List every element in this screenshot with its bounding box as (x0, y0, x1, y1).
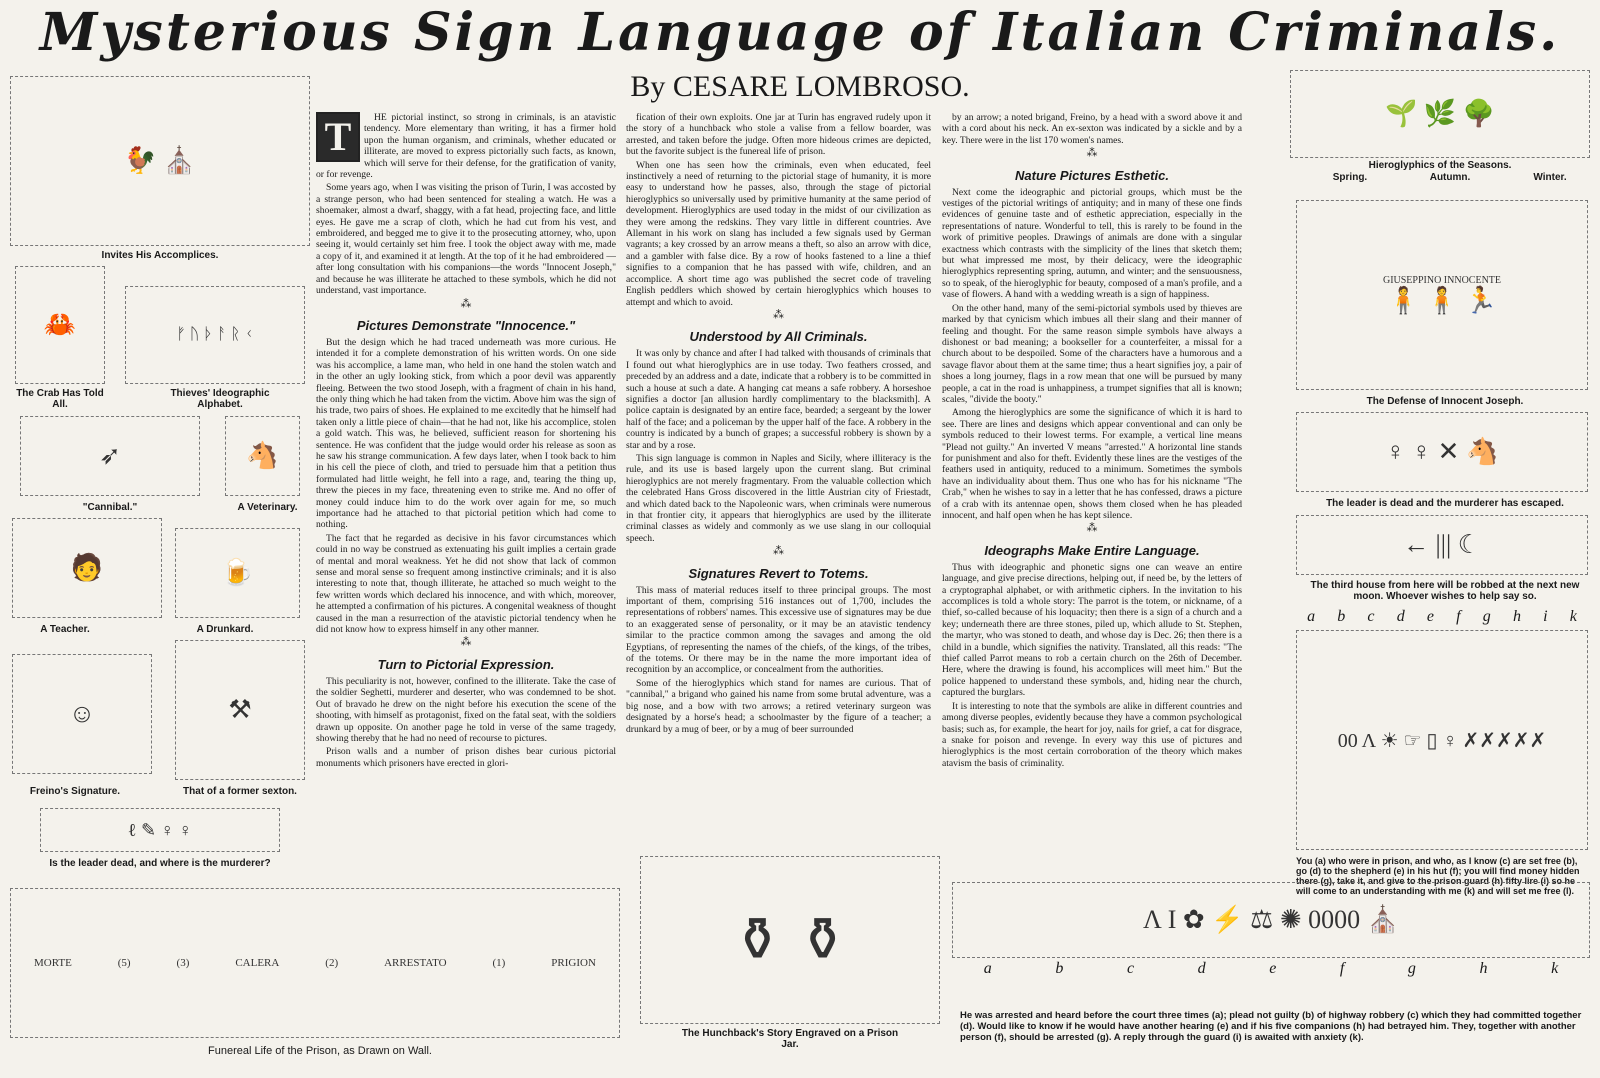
hunchback-jar-caption: The Hunchback's Story Engraved on a Prison Jar. (681, 1028, 899, 1050)
article-column-3 (942, 112, 1242, 882)
funereal-life-illustration (10, 888, 620, 1038)
alphabet-illustration: ᚠ ᚢ ᚦ ᚨ ᚱ ᚲ (125, 286, 305, 384)
prison-letter-illustration: 00 Λ ☀ ☞ ▯ ♀ ✗✗✗✗✗ (1296, 630, 1588, 850)
letter-label: c (1126, 960, 1135, 977)
paragraph: On the other hand, many of the semi-pictorial symbols used by thieves are marked by that cynicism which imbues all their slang and their manner of feeling and thought. For the same reason simple symbols have always a dishonest or bad meaning; a bookseller for a counterfeiter, a missal for a church about to be despoiled. Some of the characters have a humorous and a savage flavor about them at the same time; thus a heart signifies joy, a pair of shoes a long journey, flags in a row mean that one will be pursued by many people, a cat in the road is unhappiness, a trumpet signifies that all is known; scales, "divide the booty." (942, 302, 1242, 405)
page-title: Mysterious Sign Language of Italian Criminals. (39, 2, 1561, 63)
leader-question-caption: Is the leader dead, and where is the murderer? (49, 858, 271, 869)
paragraph: Next come the ideographic and pictorial groups, which must be the vestiges of the pictorial writings of antiquity; and in many of these one finds evidences of genuine taste and of esthetic appreciation, especially in the representations of nature. Wonderful to tell, this is rarely to be found in the work of primitive peoples. Drawings of animals are done with a singular exactness which contrasts with the simplicity of the lines that sketch them; but what impressed me most, by their delicacy, were the ideographic hieroglyphics representing spring, autumn, and winter; and the sensuousness, so to speak, of the hieroglyphic for beauty, composed of a man's profile, and a vase of flowers. A hand with a wedding wreath is a sign of happiness. (942, 186, 1242, 301)
funereal-caption: Funereal Life of the Prison, as Drawn on Wall. (208, 1045, 432, 1057)
cannibal-caption: "Cannibal." (82, 502, 138, 513)
ornament: ⁂ (773, 308, 784, 321)
letter-label: h (1479, 960, 1488, 977)
letter-label: a (983, 960, 992, 977)
drunkard-caption: A Drunkard. (196, 624, 254, 635)
letter-label: h (1512, 608, 1521, 625)
paragraph: by an arrow; a noted brigand, Freino, by a head with a sword above it and with a cord about his neck. An ex-sexton was indicated by a sickle and by a key. There were in the list 170 women's names. (942, 112, 1242, 146)
joseph-caption: The Defense of Innocent Joseph. (1366, 396, 1524, 407)
seasons-illustration: 🌱 🌿 🌳 (1290, 70, 1590, 158)
season-label-spring: Spring. (1332, 172, 1368, 183)
ornament: ⁂ (460, 297, 472, 310)
funereal-label: PRIGION (551, 957, 596, 969)
drunkard-illustration: 🍺 (175, 528, 300, 618)
letter-label: e (1269, 960, 1277, 977)
byline: By CESARE LOMBROSO. (630, 70, 970, 103)
letter-label: f (1339, 960, 1345, 977)
letter-label: f (1456, 608, 1461, 625)
paragraph: This sign language is common in Naples and Sicily, where illiteracy is the rule, and its use is based largely upon the current slang. But criminal hieroglyphics are not merely fragmentary. From the valuable collection which the celebrated Hans Gross discovered in the little Austrian city of Friestadt, and which dated back to the Napoleonic wars, when criminals were numerous in that frontier city, it appears that hieroglyphics are used by the illiterate criminal classes as widely and commonly as we use slang in our colloquial speech. (626, 452, 931, 544)
crab-illustration: 🦀 (15, 266, 105, 384)
crab-caption: The Crab Has Told All. (16, 388, 104, 410)
paragraph: This mass of material reduces itself to three principal groups. The most important of them, comprising 516 instances out of 1,700, includes the representations of robbers' names. This excessive use of signatures may be due to an exaggerated sense of personality, or it may be an atavistic tendency similar to the practice common among the savages and among the old Egyptians, of representing the names of the chiefs, of the kings, of the tribes, of the totems. Or there may be in the name the more important idea of recognition by an accomplice, or concealment from the authorities. (626, 584, 931, 676)
letter-label: b (1055, 960, 1064, 977)
letter-label: e (1426, 608, 1434, 625)
funereal-label: ARRESTATO (384, 957, 447, 969)
court-glyph-illustration: Λ I ✿ ⚡ ⚖ ✺ 0000 ⛪ (952, 882, 1590, 958)
funereal-label: (1) (492, 957, 506, 969)
paragraph: It is interesting to note that the symbols are alike in different countries and among diverse peoples, evidently because they have a common psychological basis; such as, for example, the heart for joy, nails for grief, a cat for disgrace, a snake for poison and revenge. In every way this use of pictures and hieroglyphics is the most certain corroboration of the theory which makes atavism the basis of criminality. (942, 700, 1242, 769)
paragraph: Thus with ideographic and phonetic signs one can weave an entire language, and give precise directions, helping out, if need be, by the letters of a cryptographal alphabet, or with arithmetic ciphers. In the invitation to his accomplices is told a whole story: The parrot is the totem, or nickname, of a thief, so-called because of his loquacity; then there is a sign of a church and a key; underneath there are three stones, piled up, which allude to St. Stephen, the martyr, who was stoned to death, and whose day is Dec. 26; then there is a child in a bundle, which signifies the nativity. Translated, all this reads: "The thief called Parrot means to rob a certain church on the 26th of December. Here, where the drawing is found, his accomplices will meet him." But the police happened to understand these symbols, and, hiding near the church, captured the burglars. (942, 561, 1242, 699)
leader-question-illustration: ℓ ✎ ♀ ♀ (40, 808, 280, 852)
paragraph: The fact that he regarded as decisive in his favor circumstances which could in no way be construed as extenuating his guilt implies a certain grade of mental and moral weakness. Yet he did not show that lack of common sense and moral sense so frequent among instinctive criminals; and it is also interesting to note that, though illiterate, he attached so much weight to the few written words which declared his innocence, and with which, moreover, he attempted a confirmation of his pictures. A congenital weakness of thought caused in the man a resurrection of the atavistic pictorial tendency when he did not know how to express himself in any other manner. (316, 532, 616, 636)
section-heading: Signatures Revert to Totems. (688, 565, 869, 581)
funereal-label: (2) (325, 957, 339, 969)
paragraph: fication of their own exploits. One jar at Turin has engraved rudely upon it the story of a hunchback who stole a valise from a fellow boarder, was arrested, and taken before the judge. Often more hideous crimes are depicted, but the favorite subject is the funereal life of prison. (626, 112, 931, 158)
ornament: ⁂ (773, 545, 784, 558)
letter-label: c (1367, 608, 1375, 625)
article-column-1 (316, 112, 616, 877)
house-robbed-illustration: ← ||| ☾ (1296, 515, 1588, 575)
season-label-autumn: Autumn. (1429, 172, 1471, 183)
letter-label: b (1337, 608, 1346, 625)
court-caption: He was arrested and heard before the court three times (a); plead not guilty (b) of highway robbery (c) which they had committed together (d). Would like to know if he would have another hearing (e) and if his five companions (h) had betrayed him. They, together with another person (f), should be arrested (g). A reply through the guard (i) is awaited with anxiety (k). (960, 1010, 1582, 1043)
prison-letter-labels (1296, 608, 1588, 626)
escaped-caption: The leader is dead and the murderer has escaped. (1326, 498, 1564, 509)
letter-label: a (1307, 608, 1316, 625)
paragraph: Prison walls and a number of prison dishes bear curious pictorial monuments which prisoners have erected in glori- (316, 746, 616, 769)
alphabet-caption: Thieves' Ideographic Alphabet. (170, 388, 270, 410)
sexton-illustration: ⚒ (175, 640, 305, 780)
section-heading: Pictures Demonstrate "Innocence." (356, 317, 576, 333)
paragraph: When one has seen how the criminals, even when educated, feel instinctively a need of returning to the pictorial stage of humanity, it is more easy to understand how he passes, also, through the stage of pictorial hieroglyphics so universally used by primitive humanity at the same period of development. Hieroglyphics are used today in the midst of our civilization as they were among the redskins. They vary little in different countries. Ave Allemant in his work on slang has included a few signals used by German vagrants; a key crossed by an arrow means a theft, so also an arrow with dice, and a gambler with false dice. By a row of hooks fastened to a line a thief signifies to a companion that he has passed with wife, children, and an accomplice. A short time ago was published the secret code of traveling English peddlers which showed by certain hieroglyphics which houses to attempt and which to avoid. (626, 159, 931, 308)
seasons-caption: Hieroglyphics of the Seasons. (1368, 160, 1512, 171)
paragraph: Some of the hieroglyphics which stand for names are curious. That of "cannibal," a brigand who gained his name from some brutal adventure, was a big nose, and a bow with two arrows; a retired veterinary surgeon was designated by a horse's head; a schoolmaster by the figure of a teacher; a drunkard by a mug of beer, or by a mug of beer surrounded (626, 677, 931, 735)
season-label-winter: Winter. (1533, 172, 1567, 183)
letter-label: k (1569, 608, 1577, 625)
section-heading: Ideographs Make Entire Language. (984, 542, 1200, 558)
funereal-label: (3) (176, 957, 190, 969)
teacher-caption: A Teacher. (40, 624, 90, 635)
joseph-defense-illustration (1296, 200, 1588, 390)
funereal-label: CALERA (235, 957, 280, 969)
letter-label: i (1543, 608, 1548, 625)
paragraph: Among the hieroglyphics are some the significance of which it is hard to see. There are lines and designs which appear conventional and can only be symbols reduced to their lowest terms. For example, a vertical line means "Plead not guilty." An inverted V means "arrested." A horizontal line stands for punishment and also for theft. Evidently these lines are the vestiges of the feathers used in antiquity, reduced to a minimum. Sometimes the symbols have an individuality about them. Thus one who has for his nickname "The Crab," when he wishes to say in a letter that he has confessed, draws a picture of a crab with its antennae open, shows them closed when he has pleaded innocent, and half open when he has kept silence. (942, 407, 1242, 521)
drop-cap: T (316, 112, 360, 162)
paragraph: This peculiarity is not, however, confined to the illiterate. Take the case of the soldier Seghetti, murderer and deserter, who was condemned to be shot. Out of bravado he drew on the night before his execution the scene of the shooting, with himself as protagonist, fixed on the fatal seat, with the soldiers drawn up opposite. On another page he told in verse of the same tragedy, showing thereby that he had no need of recourse to pictures. (316, 675, 616, 744)
section-heading: Turn to Pictorial Expression. (377, 656, 555, 672)
ornament: ⁂ (460, 636, 472, 649)
letter-label: k (1551, 960, 1559, 977)
ornament: ⁂ (1086, 522, 1098, 535)
invites-illustration: 🐓 ⛪ (10, 76, 310, 246)
funereal-label: MORTE (33, 957, 72, 969)
paragraph: It was only by chance and after I had talked with thousands of criminals that I found out what hieroglyphics are in use today. Two feathers crossed, and preceded by an address and a date, indicate that a robbery is to be committed in such a house at such a date. A hanging cat means a safe robbery. A horseshoe signifies a doctor [an allusion hardly complimentary to the blacksmith]. A police captain is designated by an entire face, bearded; a sergeant by the lower half of the face; and a policeman by the upper half of the face. A robbery in the country is indicated by a bunch of grapes; a successful robbery is shown by a star and by a rose. (626, 348, 931, 451)
hunchback-jar-illustration: ⚱ ⚱ (640, 856, 940, 1024)
invites-caption: Invites His Accomplices. (101, 250, 219, 261)
joseph-label: GIUSEPPINO INNOCENTE (1382, 274, 1502, 286)
letter-label: d (1197, 960, 1206, 977)
ornament: ⁂ (1086, 147, 1098, 160)
paragraph: But the design which he had traced underneath was more curious. He intended it for a complete demonstration of his written words. On one side was his accomplice, a lame man, who held in one hand the stolen watch and in the other an ugly looking stick, from which a poor devil was apparently fleeing. Between the two stood Joseph, with a fragment of chain in his hand, the only thing which he had taken from the victim. Above him was the sign of his trade, two pairs of shoes. He explained to me excitedly that he himself had taken only a little piece of chain—that he had not, like his accomplice, stolen a gold watch. This was, he believed, sufficient reason for shortening his sentence. He was confident that the judge would order his release as soon as he saw his strange communication. A few days later, when I took back to him in his cell the piece of cloth, and tried to persuade him that a petition thus formulated had little weight, he fell into a rage, and, tearing the thing up, threw the pieces in my face, threatening even to strike me. And no offer of money could induce him to do the work over again for me, so much importance had he attached to that pictorial petition which had come to nothing. (316, 336, 616, 531)
paragraph: HE pictorial instinct, so strong in criminals, is an atavistic tendency. More elementary than writing, it has a firmer hold upon the human organism, and criminals, whether educated or illiterate, are moved to express pictorially such facts, as known, which will serve for their defense, for the gratification of vanity, or for revenge. (316, 112, 616, 181)
section-heading: Nature Pictures Esthetic. (1015, 167, 1169, 183)
court-letter-labels (952, 960, 1590, 980)
freino-caption: Freino's Signature. (29, 786, 121, 797)
freino-illustration: ☺ (12, 654, 152, 774)
letter-label: d (1396, 608, 1405, 625)
figures-icon: 🧍 🧍 🏃 (1386, 285, 1498, 315)
paragraph: Some years ago, when I was visiting the prison of Turin, I was accosted by a strange person, who had been sentenced for stealing a watch. He was a shoemaker, almost a dwarf, shaggy, with a fat head, projecting face, and little eyes. He gave me a scrap of cloth, which he had cut from his vest, and embroidered, and begged me to give it to the prosecuting attorney, who, upon seeing it, would certainly set him free. I took the object away with me, made a copy of it, and examined it at length. At the top of it he had embroidered —after long consultation with his companions—the words "Innocent Joseph," and because he was illiterate he attached to these symbols, which he did not understand, vast importance. (316, 182, 616, 297)
house-robbed-caption: The third house from here will be robbed at the next new moon. Whoever wishes to help say so. (1310, 580, 1580, 602)
letter-label: g (1407, 960, 1416, 977)
article-column-2 (626, 112, 931, 848)
cannibal-illustration: ➶ (20, 416, 200, 496)
funereal-label: (5) (117, 957, 131, 969)
letter-label: g (1482, 608, 1491, 625)
prison-letter-caption: You (a) who were in prison, and who, as I know (c) are set free (b), go (d) to the shepherd (e) in his hut (f); you will find money hidden there (g), take it, and give to the prison guard (h) fifty lire (i) so he will come to an understanding with me (k) and will set me free (l). (1296, 856, 1580, 896)
sexton-caption: That of a former sexton. (183, 786, 297, 797)
teacher-illustration: 🧑 (12, 518, 162, 618)
veterinary-illustration: 🐴 (225, 416, 300, 496)
veterinary-caption: A Veterinary. (237, 502, 298, 513)
section-heading: Understood by All Criminals. (689, 329, 868, 345)
escaped-illustration: ♀ ♀ ✕ 🐴 (1296, 412, 1588, 492)
